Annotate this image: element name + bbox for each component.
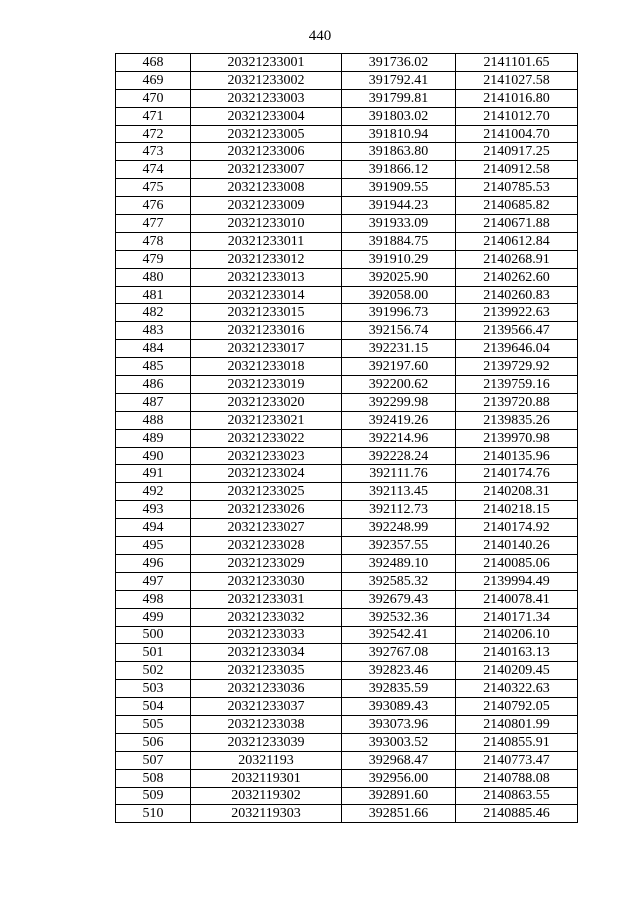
cell-x-coordinate: 392357.55 (342, 537, 456, 555)
cell-point-id: 20321233023 (191, 447, 342, 465)
cell-index: 494 (116, 519, 191, 537)
table-row (116, 483, 578, 501)
cell-index: 476 (116, 197, 191, 215)
cell-y-coordinate: 2140788.08 (456, 769, 578, 787)
table-row (116, 232, 578, 250)
cell-x-coordinate: 391933.09 (342, 215, 456, 233)
coordinate-table-body (116, 54, 578, 823)
cell-point-id: 20321233035 (191, 662, 342, 680)
cell-y-coordinate: 2140078.41 (456, 590, 578, 608)
cell-y-coordinate: 2140206.10 (456, 626, 578, 644)
cell-point-id: 20321233028 (191, 537, 342, 555)
cell-point-id: 20321233025 (191, 483, 342, 501)
cell-point-id: 20321233020 (191, 393, 342, 411)
cell-y-coordinate: 2139994.49 (456, 572, 578, 590)
cell-y-coordinate: 2141027.58 (456, 71, 578, 89)
cell-index: 501 (116, 644, 191, 662)
cell-index: 496 (116, 554, 191, 572)
cell-y-coordinate: 2140174.76 (456, 465, 578, 483)
cell-x-coordinate: 392228.24 (342, 447, 456, 465)
table-row (116, 268, 578, 286)
table-row (116, 733, 578, 751)
cell-point-id: 20321233038 (191, 715, 342, 733)
cell-x-coordinate: 391810.94 (342, 125, 456, 143)
cell-index: 470 (116, 89, 191, 107)
cell-index: 479 (116, 250, 191, 268)
table-row (116, 215, 578, 233)
table-row (116, 554, 578, 572)
table-row (116, 662, 578, 680)
table-row (116, 626, 578, 644)
cell-point-id: 2032119302 (191, 787, 342, 805)
cell-y-coordinate: 2140085.06 (456, 554, 578, 572)
cell-point-id: 20321233003 (191, 89, 342, 107)
cell-point-id: 20321233018 (191, 358, 342, 376)
cell-x-coordinate: 392299.98 (342, 393, 456, 411)
cell-index: 484 (116, 340, 191, 358)
table-row (116, 304, 578, 322)
cell-y-coordinate: 2139922.63 (456, 304, 578, 322)
cell-y-coordinate: 2140174.92 (456, 519, 578, 537)
cell-point-id: 2032119303 (191, 805, 342, 823)
cell-index: 488 (116, 411, 191, 429)
table-row (116, 590, 578, 608)
cell-y-coordinate: 2140801.99 (456, 715, 578, 733)
cell-point-id: 20321233002 (191, 71, 342, 89)
table-row (116, 608, 578, 626)
cell-point-id: 20321233001 (191, 54, 342, 72)
cell-index: 480 (116, 268, 191, 286)
cell-index: 492 (116, 483, 191, 501)
cell-y-coordinate: 2140208.31 (456, 483, 578, 501)
table-row (116, 286, 578, 304)
cell-index: 475 (116, 179, 191, 197)
cell-point-id: 20321233027 (191, 519, 342, 537)
cell-y-coordinate: 2140863.55 (456, 787, 578, 805)
cell-x-coordinate: 392823.46 (342, 662, 456, 680)
table-row (116, 465, 578, 483)
cell-index: 490 (116, 447, 191, 465)
cell-index: 481 (116, 286, 191, 304)
cell-index: 500 (116, 626, 191, 644)
cell-x-coordinate: 392200.62 (342, 376, 456, 394)
cell-index: 469 (116, 71, 191, 89)
cell-point-id: 20321233029 (191, 554, 342, 572)
cell-index: 468 (116, 54, 191, 72)
cell-x-coordinate: 391792.41 (342, 71, 456, 89)
cell-point-id: 20321233037 (191, 698, 342, 716)
table-row (116, 250, 578, 268)
cell-y-coordinate: 2140792.05 (456, 698, 578, 716)
table-row (116, 572, 578, 590)
table-row (116, 393, 578, 411)
table-row (116, 71, 578, 89)
table-row (116, 125, 578, 143)
cell-x-coordinate: 392835.59 (342, 680, 456, 698)
cell-point-id: 20321233008 (191, 179, 342, 197)
cell-point-id: 20321193 (191, 751, 342, 769)
cell-index: 491 (116, 465, 191, 483)
cell-x-coordinate: 392956.00 (342, 769, 456, 787)
cell-index: 502 (116, 662, 191, 680)
cell-y-coordinate: 2140260.83 (456, 286, 578, 304)
cell-index: 472 (116, 125, 191, 143)
cell-x-coordinate: 392679.43 (342, 590, 456, 608)
table-row (116, 751, 578, 769)
table-row (116, 89, 578, 107)
cell-x-coordinate: 391909.55 (342, 179, 456, 197)
cell-y-coordinate: 2139759.16 (456, 376, 578, 394)
cell-index: 474 (116, 161, 191, 179)
table-row (116, 429, 578, 447)
cell-y-coordinate: 2141101.65 (456, 54, 578, 72)
cell-x-coordinate: 391866.12 (342, 161, 456, 179)
cell-x-coordinate: 391884.75 (342, 232, 456, 250)
table-row (116, 787, 578, 805)
cell-x-coordinate: 392231.15 (342, 340, 456, 358)
cell-point-id: 20321233012 (191, 250, 342, 268)
cell-x-coordinate: 391944.23 (342, 197, 456, 215)
cell-point-id: 20321233039 (191, 733, 342, 751)
cell-y-coordinate: 2140912.58 (456, 161, 578, 179)
cell-y-coordinate: 2140135.96 (456, 447, 578, 465)
cell-point-id: 20321233034 (191, 644, 342, 662)
cell-index: 493 (116, 501, 191, 519)
cell-point-id: 20321233004 (191, 107, 342, 125)
cell-y-coordinate: 2140785.53 (456, 179, 578, 197)
cell-y-coordinate: 2139970.98 (456, 429, 578, 447)
cell-y-coordinate: 2140171.34 (456, 608, 578, 626)
cell-x-coordinate: 392025.90 (342, 268, 456, 286)
cell-point-id: 20321233013 (191, 268, 342, 286)
cell-index: 509 (116, 787, 191, 805)
cell-x-coordinate: 392542.41 (342, 626, 456, 644)
table-row (116, 769, 578, 787)
cell-y-coordinate: 2140773.47 (456, 751, 578, 769)
cell-x-coordinate: 391799.81 (342, 89, 456, 107)
cell-y-coordinate: 2141016.80 (456, 89, 578, 107)
cell-point-id: 20321233006 (191, 143, 342, 161)
cell-x-coordinate: 392968.47 (342, 751, 456, 769)
cell-index: 499 (116, 608, 191, 626)
cell-point-id: 20321233031 (191, 590, 342, 608)
cell-point-id: 20321233036 (191, 680, 342, 698)
table-row (116, 447, 578, 465)
cell-x-coordinate: 393003.52 (342, 733, 456, 751)
cell-point-id: 20321233032 (191, 608, 342, 626)
table-row (116, 54, 578, 72)
table-row (116, 698, 578, 716)
cell-x-coordinate: 392113.45 (342, 483, 456, 501)
cell-index: 486 (116, 376, 191, 394)
cell-y-coordinate: 2139729.92 (456, 358, 578, 376)
cell-y-coordinate: 2140163.13 (456, 644, 578, 662)
cell-x-coordinate: 392197.60 (342, 358, 456, 376)
table-row (116, 519, 578, 537)
cell-index: 507 (116, 751, 191, 769)
cell-y-coordinate: 2140917.25 (456, 143, 578, 161)
cell-index: 477 (116, 215, 191, 233)
cell-y-coordinate: 2140218.15 (456, 501, 578, 519)
cell-y-coordinate: 2140685.82 (456, 197, 578, 215)
cell-y-coordinate: 2140671.88 (456, 215, 578, 233)
cell-y-coordinate: 2141004.70 (456, 125, 578, 143)
cell-y-coordinate: 2140322.63 (456, 680, 578, 698)
cell-y-coordinate: 2139835.26 (456, 411, 578, 429)
table-row (116, 411, 578, 429)
cell-point-id: 20321233014 (191, 286, 342, 304)
cell-point-id: 20321233033 (191, 626, 342, 644)
cell-index: 489 (116, 429, 191, 447)
table-row (116, 680, 578, 698)
cell-index: 505 (116, 715, 191, 733)
cell-index: 478 (116, 232, 191, 250)
cell-point-id: 20321233005 (191, 125, 342, 143)
cell-y-coordinate: 2140885.46 (456, 805, 578, 823)
table-row (116, 179, 578, 197)
cell-x-coordinate: 391996.73 (342, 304, 456, 322)
cell-y-coordinate: 2141012.70 (456, 107, 578, 125)
cell-y-coordinate: 2139646.04 (456, 340, 578, 358)
table-row (116, 161, 578, 179)
cell-x-coordinate: 392891.60 (342, 787, 456, 805)
cell-x-coordinate: 393073.96 (342, 715, 456, 733)
table-row (116, 143, 578, 161)
table-row (116, 322, 578, 340)
cell-x-coordinate: 392156.74 (342, 322, 456, 340)
cell-x-coordinate: 392058.00 (342, 286, 456, 304)
cell-point-id: 20321233007 (191, 161, 342, 179)
cell-y-coordinate: 2140855.91 (456, 733, 578, 751)
table-row (116, 197, 578, 215)
cell-x-coordinate: 392214.96 (342, 429, 456, 447)
cell-index: 506 (116, 733, 191, 751)
cell-x-coordinate: 392111.76 (342, 465, 456, 483)
table-row (116, 107, 578, 125)
cell-x-coordinate: 392585.32 (342, 572, 456, 590)
cell-x-coordinate: 392112.73 (342, 501, 456, 519)
cell-index: 471 (116, 107, 191, 125)
cell-index: 495 (116, 537, 191, 555)
cell-index: 497 (116, 572, 191, 590)
cell-point-id: 20321233011 (191, 232, 342, 250)
page-number: 440 (308, 28, 332, 44)
cell-index: 482 (116, 304, 191, 322)
table-row (116, 358, 578, 376)
table-row (116, 537, 578, 555)
table-row (116, 644, 578, 662)
cell-index: 508 (116, 769, 191, 787)
cell-x-coordinate: 393089.43 (342, 698, 456, 716)
cell-point-id: 20321233024 (191, 465, 342, 483)
cell-y-coordinate: 2140262.60 (456, 268, 578, 286)
cell-index: 473 (116, 143, 191, 161)
cell-index: 483 (116, 322, 191, 340)
cell-index: 485 (116, 358, 191, 376)
table-row (116, 501, 578, 519)
table-row (116, 376, 578, 394)
table-row (116, 715, 578, 733)
cell-index: 487 (116, 393, 191, 411)
cell-point-id: 20321233010 (191, 215, 342, 233)
cell-x-coordinate: 391863.80 (342, 143, 456, 161)
cell-y-coordinate: 2140209.45 (456, 662, 578, 680)
cell-x-coordinate: 392532.36 (342, 608, 456, 626)
cell-x-coordinate: 391910.29 (342, 250, 456, 268)
cell-x-coordinate: 392489.10 (342, 554, 456, 572)
cell-y-coordinate: 2139566.47 (456, 322, 578, 340)
cell-y-coordinate: 2140612.84 (456, 232, 578, 250)
cell-x-coordinate: 392851.66 (342, 805, 456, 823)
cell-x-coordinate: 392248.99 (342, 519, 456, 537)
cell-point-id: 20321233030 (191, 572, 342, 590)
cell-index: 503 (116, 680, 191, 698)
cell-point-id: 20321233009 (191, 197, 342, 215)
cell-index: 510 (116, 805, 191, 823)
cell-x-coordinate: 392419.26 (342, 411, 456, 429)
cell-x-coordinate: 391803.02 (342, 107, 456, 125)
cell-point-id: 20321233015 (191, 304, 342, 322)
table-row (116, 340, 578, 358)
cell-x-coordinate: 392767.08 (342, 644, 456, 662)
cell-point-id: 2032119301 (191, 769, 342, 787)
cell-point-id: 20321233017 (191, 340, 342, 358)
cell-y-coordinate: 2140140.26 (456, 537, 578, 555)
cell-point-id: 20321233019 (191, 376, 342, 394)
cell-index: 504 (116, 698, 191, 716)
cell-point-id: 20321233026 (191, 501, 342, 519)
cell-point-id: 20321233021 (191, 411, 342, 429)
cell-x-coordinate: 391736.02 (342, 54, 456, 72)
cell-index: 498 (116, 590, 191, 608)
table-row (116, 805, 578, 823)
cell-y-coordinate: 2140268.91 (456, 250, 578, 268)
coordinate-table (115, 53, 578, 823)
cell-point-id: 20321233022 (191, 429, 342, 447)
cell-y-coordinate: 2139720.88 (456, 393, 578, 411)
cell-point-id: 20321233016 (191, 322, 342, 340)
